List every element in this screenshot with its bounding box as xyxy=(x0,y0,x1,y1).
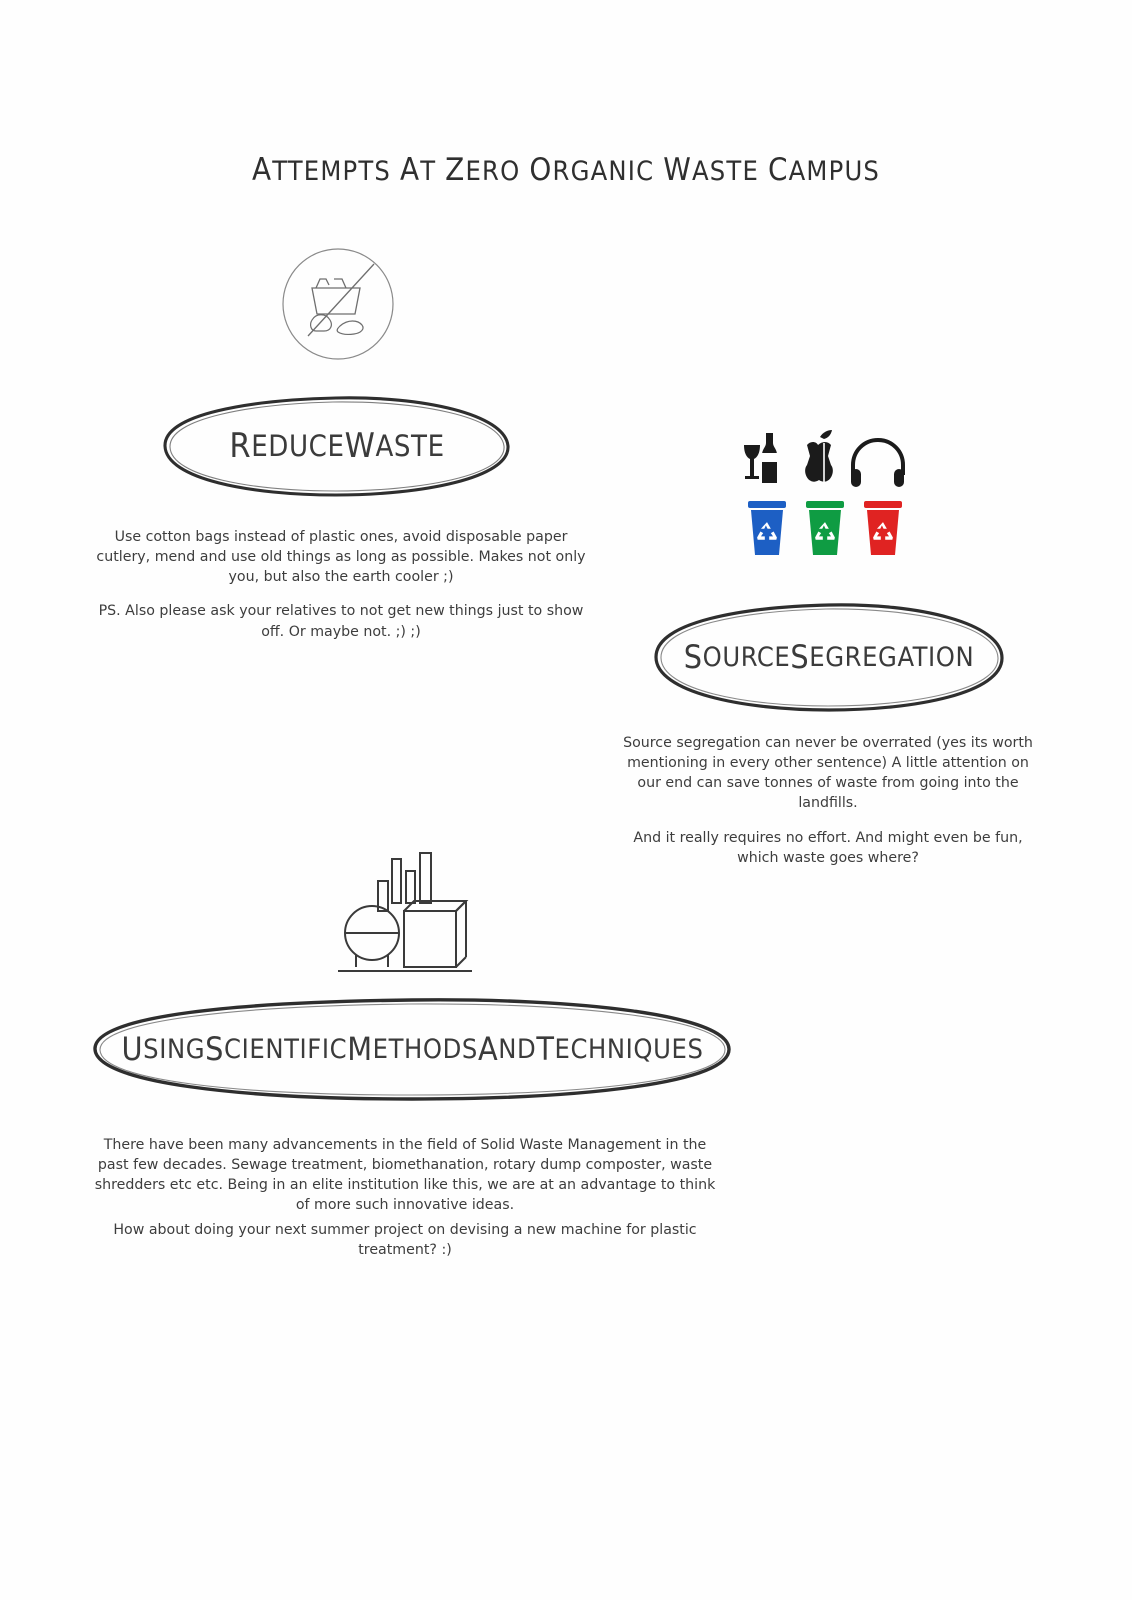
apple-core-icon xyxy=(805,430,833,487)
three-recycling-bins-icon xyxy=(736,425,916,590)
body-source-segregation xyxy=(618,733,1038,868)
page-title: ATTEMPTS AT ZERO ORGANIC WASTE CAMPUS xyxy=(251,152,881,188)
headphones-icon xyxy=(851,440,904,487)
heading-source-segregation xyxy=(650,598,1008,716)
bin-blue xyxy=(748,501,786,555)
heading-reduce-waste-label: R EDUCE W ASTE xyxy=(229,426,445,466)
bin-red xyxy=(864,501,902,555)
bin-green xyxy=(806,501,844,555)
heading-scientific-methods-label: U SING S CIENTIFIC M ETHODS A ND T ECHNIQUES xyxy=(121,1030,704,1068)
paragraph: Source segregation can never be overrated (yes its worth mentioning in every other sentence) A little attention on our end can save tonnes of waste from going into the landfills. xyxy=(623,735,1033,812)
body-reduce-waste xyxy=(96,527,586,642)
paragraph: And it really requires no effort. And might even be fun, which waste goes where? xyxy=(633,829,1023,866)
heading-scientific-methods xyxy=(90,995,735,1103)
treatment-plant-icon xyxy=(330,845,480,980)
paragraph: PS. Also please ask your relatives to not get new things just to show off. Or maybe not. ;) ;) xyxy=(98,603,584,640)
plastic-bag-crossed-out-icon xyxy=(278,246,398,366)
paragraph: Use cotton bags instead of plastic ones, avoid disposable paper cutlery, mend and use old things as long as possible. Makes not only you, but also the earth cooler ;) xyxy=(96,529,586,586)
paragraph: How about doing your next summer project on devising a new machine for plastic treatment? :) xyxy=(113,1221,697,1258)
body-scientific-methods xyxy=(90,1135,720,1260)
heading-reduce-waste xyxy=(160,392,514,500)
heading-source-segregation-label: S OURCE S EGREGATION xyxy=(683,638,975,676)
wine-bottle-and-glass-icon xyxy=(744,433,777,483)
paragraph: There have been many advancements in the field of Solid Waste Management in the past few decades. Sewage treatment, biomethanation, rotary dump composter, waste shredders etc etc. Being in an elite institution like this, we are at an advantage to think of more such innovative ideas. xyxy=(94,1137,716,1214)
